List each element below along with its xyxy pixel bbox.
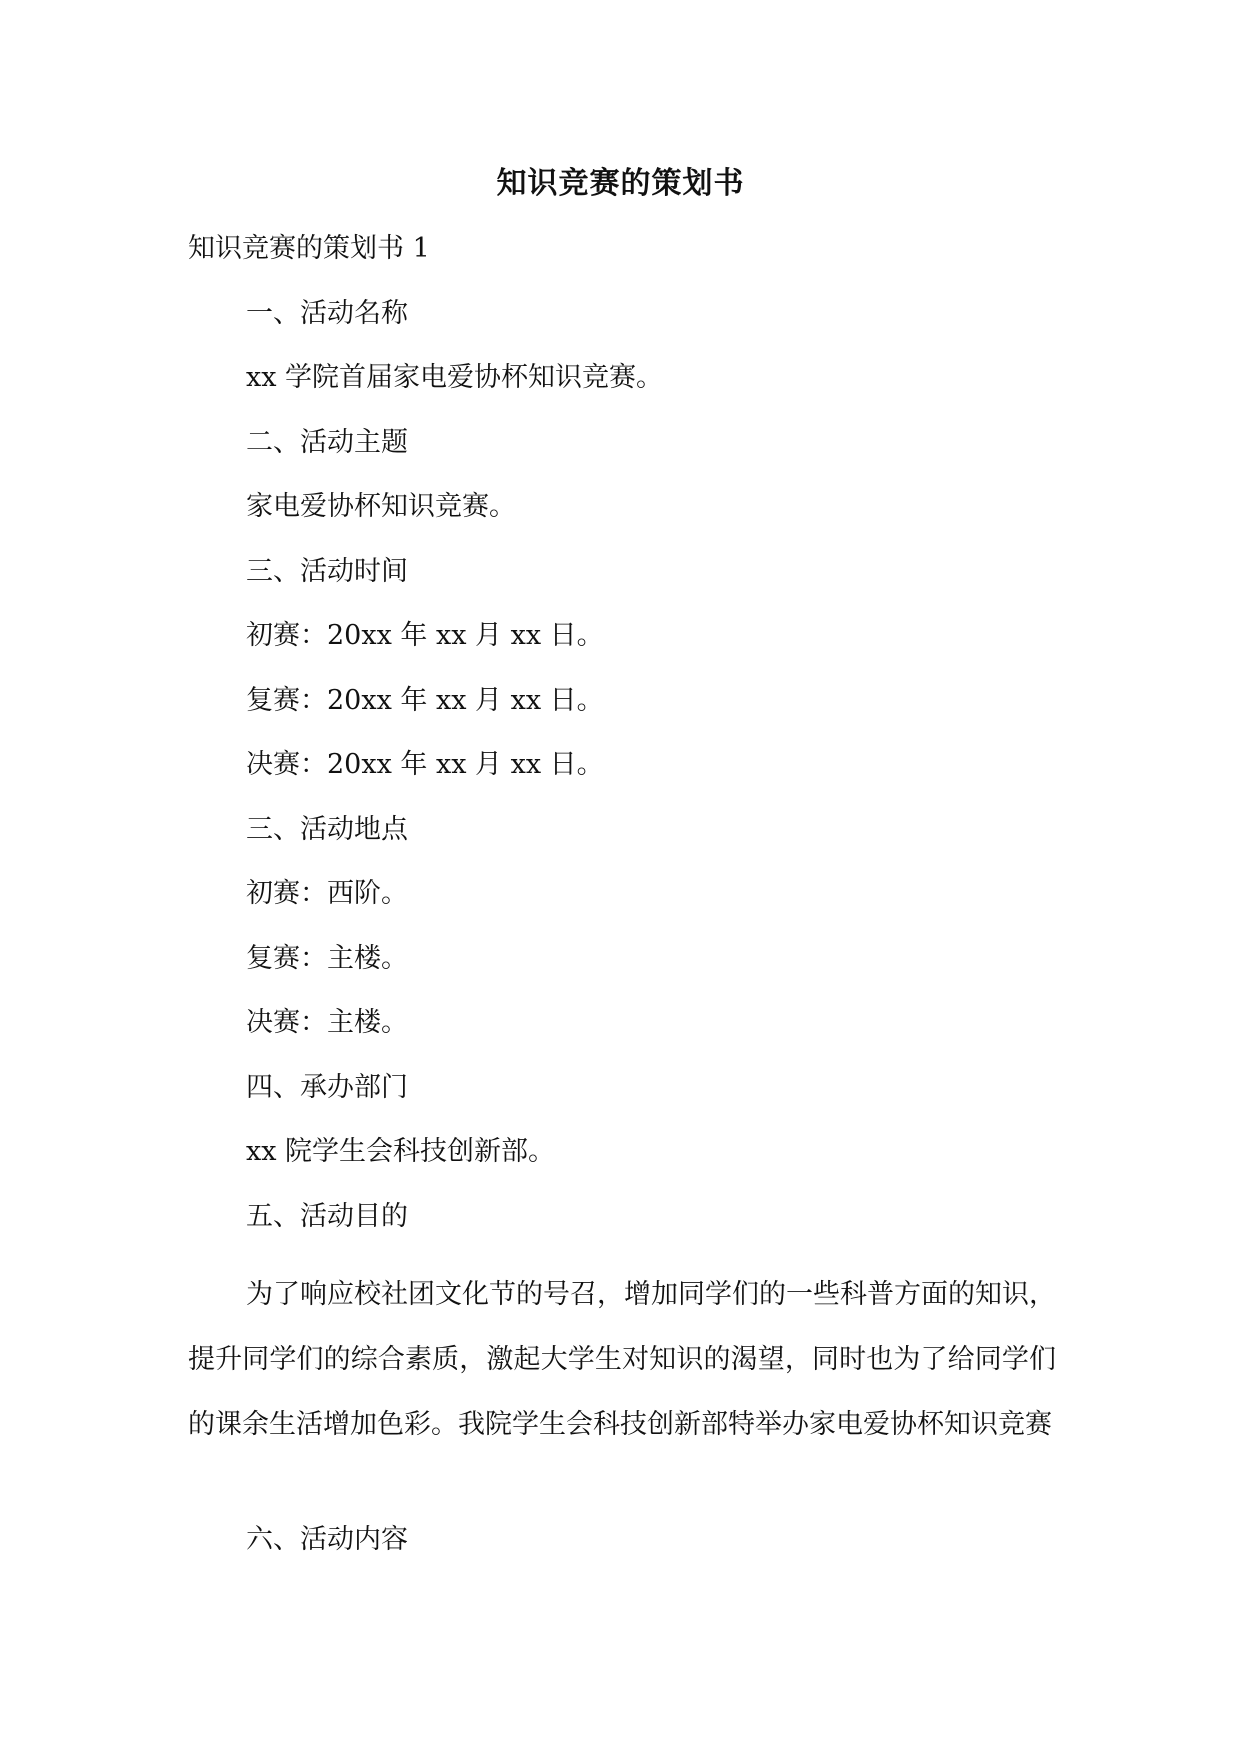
text-final-time: 决赛：20xx 年 xx 月 xx 日。 [246, 749, 604, 780]
text-semifinal-location: 复赛：主楼。 [246, 943, 408, 974]
document-title: 知识竞赛的策划书 [496, 166, 745, 201]
heading-activity-purpose: 五、活动目的 [246, 1201, 408, 1232]
text-final-location: 决赛：主楼。 [246, 1007, 408, 1038]
heading-activity-location: 三、活动地点 [246, 814, 408, 845]
text-preliminary-location: 初赛：西阶。 [246, 878, 408, 909]
text-activity-name: xx 学院首届家电爱协杯知识竞赛。 [246, 362, 664, 393]
text-activity-theme: 家电爱协杯知识竞赛。 [246, 491, 516, 522]
text-organizer: xx 院学生会科技创新部。 [246, 1136, 556, 1167]
text-preliminary-time: 初赛：20xx 年 xx 月 xx 日。 [246, 620, 604, 651]
heading-activity-content: 六、活动内容 [246, 1524, 408, 1555]
document-subtitle: 知识竞赛的策划书 1 [188, 233, 430, 264]
heading-organizer: 四、承办部门 [246, 1072, 408, 1103]
heading-activity-theme: 二、活动主题 [246, 427, 408, 458]
heading-activity-time: 三、活动时间 [246, 556, 408, 587]
purpose-paragraph: 为了响应校社团文化节的号召，增加同学们的一些科普方面的知识，提升同学们的综合素质，激起大学生对知识的渴望，同时也为了给同学们的课余生活增加色彩。我院学生会科技创新部特举办家电爱协杯知识竞赛 [188, 1279, 1056, 1440]
heading-activity-name: 一、活动名称 [246, 298, 408, 329]
text-semifinal-time: 复赛：20xx 年 xx 月 xx 日。 [246, 685, 604, 716]
